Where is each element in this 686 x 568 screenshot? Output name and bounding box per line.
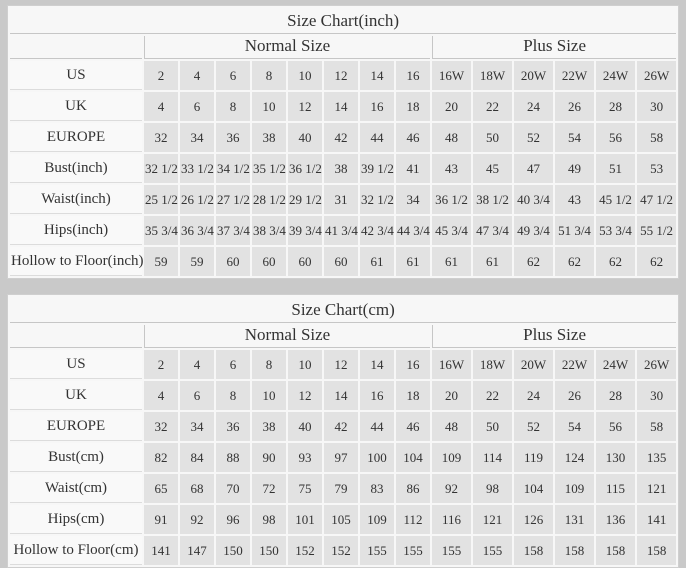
size-value-cell: 6 bbox=[180, 92, 214, 121]
size-value-cell: 50 bbox=[473, 412, 512, 441]
table-row bbox=[10, 474, 676, 503]
size-value-cell: 75 bbox=[288, 474, 322, 503]
title-row bbox=[10, 297, 676, 323]
size-value-cell: 104 bbox=[514, 474, 553, 503]
size-value-cell: 141 bbox=[637, 505, 676, 534]
size-value-cell: 105 bbox=[324, 505, 358, 534]
group-header-row bbox=[10, 36, 676, 59]
size-value-cell: 39 1/2 bbox=[360, 154, 394, 183]
size-value-cell: 28 bbox=[596, 92, 635, 121]
size-value-cell: 18W bbox=[473, 61, 512, 90]
size-value-cell: 4 bbox=[144, 381, 178, 410]
size-value-cell: 26W bbox=[637, 61, 676, 90]
size-value-cell: 42 bbox=[324, 412, 358, 441]
size-value-cell: 29 1/2 bbox=[288, 185, 322, 214]
size-value-cell: 16 bbox=[396, 61, 430, 90]
table-row bbox=[10, 536, 676, 565]
size-value-cell: 62 bbox=[596, 247, 635, 276]
size-value-cell: 58 bbox=[637, 412, 676, 441]
size-value-cell: 147 bbox=[180, 536, 214, 565]
size-value-cell: 61 bbox=[432, 247, 471, 276]
size-value-cell: 14 bbox=[324, 92, 358, 121]
size-value-cell: 24W bbox=[596, 350, 635, 379]
size-value-cell: 58 bbox=[637, 123, 676, 152]
size-value-cell: 34 bbox=[180, 123, 214, 152]
table-row bbox=[10, 61, 676, 90]
size-value-cell: 8 bbox=[252, 350, 286, 379]
size-value-cell: 86 bbox=[396, 474, 430, 503]
row-label: UK bbox=[10, 381, 142, 410]
size-value-cell: 61 bbox=[473, 247, 512, 276]
size-value-cell: 32 1/2 bbox=[360, 185, 394, 214]
size-value-cell: 24 bbox=[514, 381, 553, 410]
table-row bbox=[10, 350, 676, 379]
size-value-cell: 41 3/4 bbox=[324, 216, 358, 245]
size-value-cell: 28 1/2 bbox=[252, 185, 286, 214]
size-value-cell: 40 3/4 bbox=[514, 185, 553, 214]
size-value-cell: 8 bbox=[216, 381, 250, 410]
size-value-cell: 40 bbox=[288, 123, 322, 152]
size-value-cell: 49 3/4 bbox=[514, 216, 553, 245]
size-value-cell: 38 1/2 bbox=[473, 185, 512, 214]
size-value-cell: 20 bbox=[432, 92, 471, 121]
corner-cell bbox=[10, 36, 142, 59]
row-label: Waist(cm) bbox=[10, 474, 142, 503]
size-value-cell: 44 3/4 bbox=[396, 216, 430, 245]
row-label: Hollow to Floor(inch) bbox=[10, 247, 142, 276]
size-value-cell: 30 bbox=[637, 381, 676, 410]
table-row bbox=[10, 443, 676, 472]
size-value-cell: 121 bbox=[637, 474, 676, 503]
size-value-cell: 2 bbox=[144, 61, 178, 90]
size-value-cell: 101 bbox=[288, 505, 322, 534]
size-value-cell: 68 bbox=[180, 474, 214, 503]
size-value-cell: 18 bbox=[396, 92, 430, 121]
size-value-cell: 38 3/4 bbox=[252, 216, 286, 245]
size-value-cell: 112 bbox=[396, 505, 430, 534]
title-row bbox=[10, 8, 676, 34]
size-value-cell: 152 bbox=[324, 536, 358, 565]
size-value-cell: 121 bbox=[473, 505, 512, 534]
table-row bbox=[10, 216, 676, 245]
size-value-cell: 150 bbox=[252, 536, 286, 565]
size-value-cell: 155 bbox=[396, 536, 430, 565]
table-row bbox=[10, 123, 676, 152]
size-value-cell: 126 bbox=[514, 505, 553, 534]
size-value-cell: 52 bbox=[514, 123, 553, 152]
size-value-cell: 8 bbox=[252, 61, 286, 90]
size-value-cell: 98 bbox=[252, 505, 286, 534]
size-value-cell: 61 bbox=[396, 247, 430, 276]
size-value-cell: 37 3/4 bbox=[216, 216, 250, 245]
size-value-cell: 65 bbox=[144, 474, 178, 503]
size-value-cell: 93 bbox=[288, 443, 322, 472]
size-value-cell: 61 bbox=[360, 247, 394, 276]
size-value-cell: 12 bbox=[324, 350, 358, 379]
size-value-cell: 44 bbox=[360, 123, 394, 152]
size-value-cell: 4 bbox=[180, 350, 214, 379]
size-value-cell: 152 bbox=[288, 536, 322, 565]
size-value-cell: 34 bbox=[396, 185, 430, 214]
size-value-cell: 158 bbox=[514, 536, 553, 565]
size-value-cell: 4 bbox=[144, 92, 178, 121]
table-body bbox=[10, 350, 676, 565]
size-value-cell: 54 bbox=[555, 123, 594, 152]
size-value-cell: 14 bbox=[360, 350, 394, 379]
size-value-cell: 46 bbox=[396, 123, 430, 152]
size-value-cell: 43 bbox=[555, 185, 594, 214]
size-value-cell: 10 bbox=[252, 381, 286, 410]
size-value-cell: 47 1/2 bbox=[637, 185, 676, 214]
size-value-cell: 90 bbox=[252, 443, 286, 472]
group-header-normal-size: Normal Size bbox=[144, 325, 430, 348]
size-value-cell: 158 bbox=[637, 536, 676, 565]
table-body bbox=[10, 61, 676, 276]
size-value-cell: 26 1/2 bbox=[180, 185, 214, 214]
size-value-cell: 62 bbox=[514, 247, 553, 276]
size-value-cell: 45 1/2 bbox=[596, 185, 635, 214]
size-value-cell: 12 bbox=[288, 381, 322, 410]
size-value-cell: 36 bbox=[216, 123, 250, 152]
size-value-cell: 10 bbox=[288, 61, 322, 90]
row-label: Hollow to Floor(cm) bbox=[10, 536, 142, 565]
size-value-cell: 10 bbox=[288, 350, 322, 379]
size-value-cell: 82 bbox=[144, 443, 178, 472]
size-value-cell: 104 bbox=[396, 443, 430, 472]
size-value-cell: 26 bbox=[555, 381, 594, 410]
size-value-cell: 16W bbox=[432, 350, 471, 379]
table-row bbox=[10, 92, 676, 121]
row-label: EUROPE bbox=[10, 412, 142, 441]
size-value-cell: 92 bbox=[432, 474, 471, 503]
size-value-cell: 20 bbox=[432, 381, 471, 410]
size-value-cell: 141 bbox=[144, 536, 178, 565]
row-label: Bust(inch) bbox=[10, 154, 142, 183]
size-value-cell: 30 bbox=[637, 92, 676, 121]
size-value-cell: 47 bbox=[514, 154, 553, 183]
size-value-cell: 18 bbox=[396, 381, 430, 410]
size-value-cell: 54 bbox=[555, 412, 594, 441]
size-value-cell: 45 3/4 bbox=[432, 216, 471, 245]
size-value-cell: 59 bbox=[180, 247, 214, 276]
size-value-cell: 22W bbox=[555, 61, 594, 90]
size-value-cell: 8 bbox=[216, 92, 250, 121]
row-label: Waist(inch) bbox=[10, 185, 142, 214]
size-value-cell: 6 bbox=[216, 350, 250, 379]
size-value-cell: 155 bbox=[473, 536, 512, 565]
size-value-cell: 34 bbox=[180, 412, 214, 441]
size-value-cell: 79 bbox=[324, 474, 358, 503]
size-value-cell: 100 bbox=[360, 443, 394, 472]
size-value-cell: 22 bbox=[473, 92, 512, 121]
size-value-cell: 130 bbox=[596, 443, 635, 472]
size-value-cell: 135 bbox=[637, 443, 676, 472]
size-value-cell: 36 1/2 bbox=[432, 185, 471, 214]
size-value-cell: 60 bbox=[216, 247, 250, 276]
group-header-normal-size: Normal Size bbox=[144, 36, 430, 59]
size-value-cell: 10 bbox=[252, 92, 286, 121]
size-value-cell: 14 bbox=[324, 381, 358, 410]
size-value-cell: 22 bbox=[473, 381, 512, 410]
size-value-cell: 16 bbox=[396, 350, 430, 379]
size-value-cell: 51 3/4 bbox=[555, 216, 594, 245]
size-value-cell: 18W bbox=[473, 350, 512, 379]
size-value-cell: 24W bbox=[596, 61, 635, 90]
table-row bbox=[10, 154, 676, 183]
size-chart-cm-table bbox=[7, 294, 679, 568]
size-chart-inch-table bbox=[7, 5, 679, 279]
size-value-cell: 20W bbox=[514, 350, 553, 379]
size-value-cell: 49 bbox=[555, 154, 594, 183]
size-value-cell: 38 bbox=[252, 123, 286, 152]
row-label: UK bbox=[10, 92, 142, 121]
size-value-cell: 96 bbox=[216, 505, 250, 534]
size-value-cell: 41 bbox=[396, 154, 430, 183]
row-label: Hips(cm) bbox=[10, 505, 142, 534]
size-value-cell: 91 bbox=[144, 505, 178, 534]
size-value-cell: 84 bbox=[180, 443, 214, 472]
size-value-cell: 136 bbox=[596, 505, 635, 534]
size-value-cell: 2 bbox=[144, 350, 178, 379]
size-value-cell: 52 bbox=[514, 412, 553, 441]
size-value-cell: 109 bbox=[360, 505, 394, 534]
size-value-cell: 6 bbox=[216, 61, 250, 90]
size-value-cell: 24 bbox=[514, 92, 553, 121]
group-header-row bbox=[10, 325, 676, 348]
size-value-cell: 56 bbox=[596, 412, 635, 441]
size-value-cell: 88 bbox=[216, 443, 250, 472]
size-value-cell: 43 bbox=[432, 154, 471, 183]
size-value-cell: 32 bbox=[144, 123, 178, 152]
size-value-cell: 158 bbox=[555, 536, 594, 565]
size-value-cell: 40 bbox=[288, 412, 322, 441]
table-row bbox=[10, 412, 676, 441]
size-value-cell: 38 bbox=[324, 154, 358, 183]
group-header-plus-size: Plus Size bbox=[432, 36, 676, 59]
row-label: Bust(cm) bbox=[10, 443, 142, 472]
size-value-cell: 83 bbox=[360, 474, 394, 503]
size-value-cell: 115 bbox=[596, 474, 635, 503]
size-value-cell: 35 1/2 bbox=[252, 154, 286, 183]
size-value-cell: 51 bbox=[596, 154, 635, 183]
size-value-cell: 28 bbox=[596, 381, 635, 410]
row-label: US bbox=[10, 350, 142, 379]
size-value-cell: 26W bbox=[637, 350, 676, 379]
size-value-cell: 60 bbox=[252, 247, 286, 276]
size-value-cell: 119 bbox=[514, 443, 553, 472]
size-value-cell: 48 bbox=[432, 123, 471, 152]
size-value-cell: 98 bbox=[473, 474, 512, 503]
size-value-cell: 27 1/2 bbox=[216, 185, 250, 214]
size-value-cell: 26 bbox=[555, 92, 594, 121]
size-value-cell: 53 bbox=[637, 154, 676, 183]
size-value-cell: 48 bbox=[432, 412, 471, 441]
size-value-cell: 16W bbox=[432, 61, 471, 90]
size-value-cell: 16 bbox=[360, 381, 394, 410]
size-value-cell: 70 bbox=[216, 474, 250, 503]
size-value-cell: 12 bbox=[324, 61, 358, 90]
size-value-cell: 16 bbox=[360, 92, 394, 121]
size-value-cell: 55 1/2 bbox=[637, 216, 676, 245]
size-value-cell: 31 bbox=[324, 185, 358, 214]
size-value-cell: 131 bbox=[555, 505, 594, 534]
size-value-cell: 158 bbox=[596, 536, 635, 565]
size-value-cell: 32 bbox=[144, 412, 178, 441]
size-value-cell: 47 3/4 bbox=[473, 216, 512, 245]
table-row bbox=[10, 381, 676, 410]
size-value-cell: 60 bbox=[324, 247, 358, 276]
size-value-cell: 36 3/4 bbox=[180, 216, 214, 245]
corner-cell bbox=[10, 325, 142, 348]
size-value-cell: 36 1/2 bbox=[288, 154, 322, 183]
size-value-cell: 150 bbox=[216, 536, 250, 565]
size-value-cell: 72 bbox=[252, 474, 286, 503]
size-value-cell: 116 bbox=[432, 505, 471, 534]
table-row bbox=[10, 247, 676, 276]
table-row bbox=[10, 185, 676, 214]
size-value-cell: 60 bbox=[288, 247, 322, 276]
size-value-cell: 12 bbox=[288, 92, 322, 121]
size-value-cell: 45 bbox=[473, 154, 512, 183]
size-value-cell: 36 bbox=[216, 412, 250, 441]
row-label: EUROPE bbox=[10, 123, 142, 152]
size-value-cell: 50 bbox=[473, 123, 512, 152]
size-value-cell: 62 bbox=[637, 247, 676, 276]
size-value-cell: 22W bbox=[555, 350, 594, 379]
table-title: Size Chart(inch) bbox=[10, 8, 676, 34]
size-value-cell: 39 3/4 bbox=[288, 216, 322, 245]
size-value-cell: 114 bbox=[473, 443, 512, 472]
table-title: Size Chart(cm) bbox=[10, 297, 676, 323]
size-value-cell: 109 bbox=[555, 474, 594, 503]
size-value-cell: 34 1/2 bbox=[216, 154, 250, 183]
size-value-cell: 92 bbox=[180, 505, 214, 534]
size-value-cell: 38 bbox=[252, 412, 286, 441]
size-value-cell: 20W bbox=[514, 61, 553, 90]
size-value-cell: 109 bbox=[432, 443, 471, 472]
size-value-cell: 33 1/2 bbox=[180, 154, 214, 183]
size-value-cell: 155 bbox=[360, 536, 394, 565]
size-value-cell: 124 bbox=[555, 443, 594, 472]
size-value-cell: 59 bbox=[144, 247, 178, 276]
size-value-cell: 53 3/4 bbox=[596, 216, 635, 245]
size-value-cell: 42 bbox=[324, 123, 358, 152]
size-value-cell: 14 bbox=[360, 61, 394, 90]
size-value-cell: 35 3/4 bbox=[144, 216, 178, 245]
size-value-cell: 62 bbox=[555, 247, 594, 276]
group-header-plus-size: Plus Size bbox=[432, 325, 676, 348]
size-value-cell: 97 bbox=[324, 443, 358, 472]
size-value-cell: 25 1/2 bbox=[144, 185, 178, 214]
size-value-cell: 32 1/2 bbox=[144, 154, 178, 183]
size-value-cell: 46 bbox=[396, 412, 430, 441]
size-value-cell: 4 bbox=[180, 61, 214, 90]
size-value-cell: 155 bbox=[432, 536, 471, 565]
row-label: Hips(inch) bbox=[10, 216, 142, 245]
size-value-cell: 42 3/4 bbox=[360, 216, 394, 245]
size-value-cell: 6 bbox=[180, 381, 214, 410]
row-label: US bbox=[10, 61, 142, 90]
size-value-cell: 56 bbox=[596, 123, 635, 152]
size-value-cell: 44 bbox=[360, 412, 394, 441]
